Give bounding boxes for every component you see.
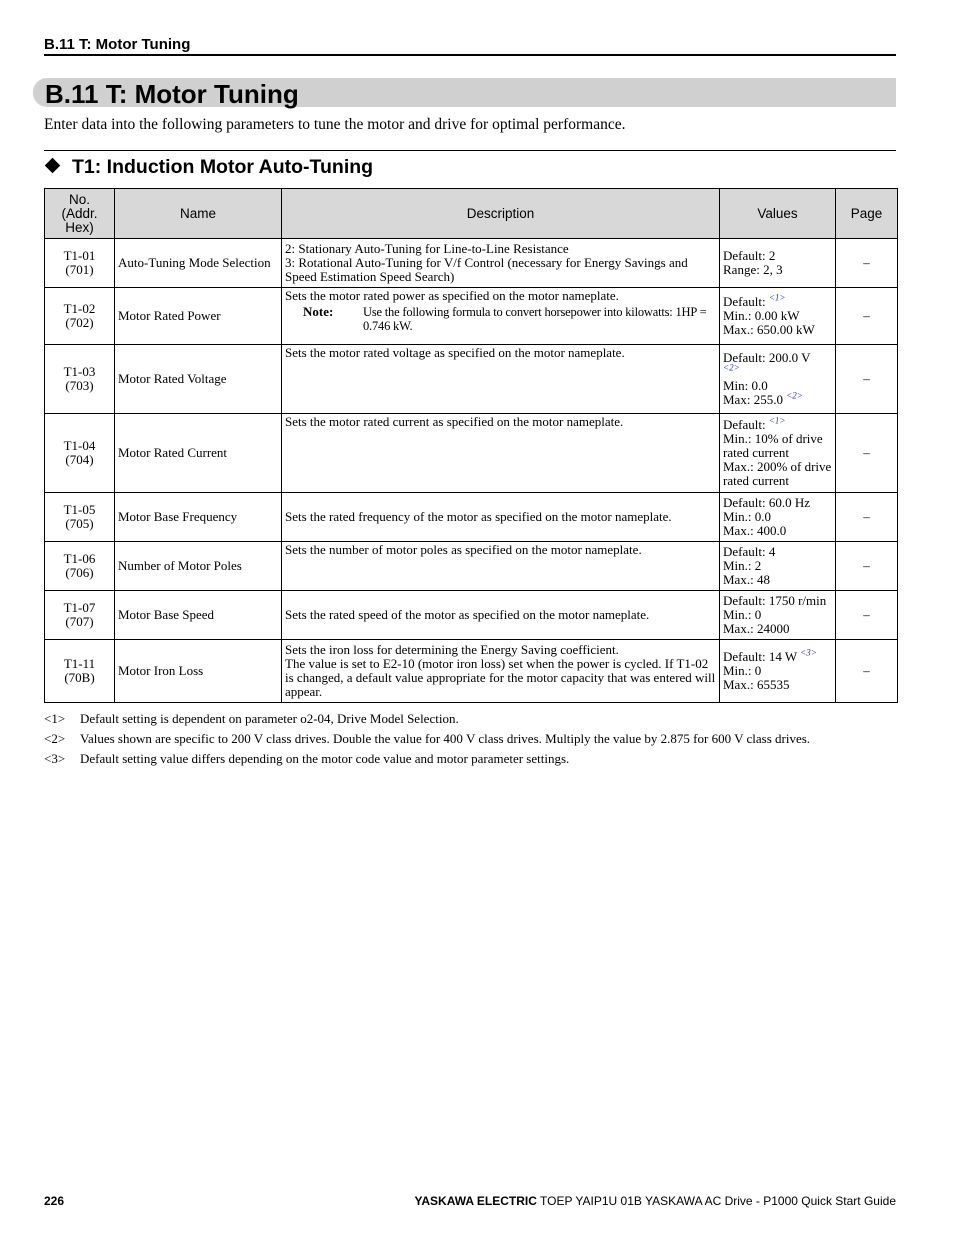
table-row	[45, 591, 898, 640]
param-values: Default: $^{<1>}$ Min.: 10% of drive rated current Max.: 200% of drive rated current	[720, 414, 836, 493]
param-description: Sets the motor rated power as specified on the motor nameplate. Note: Use the following formula to convert horsepower into kilowatts: 1HP = 0.746 kW.	[282, 288, 720, 345]
note: Note: Use the following formula to convert horsepower into kilowatts: 1HP = 0.746 kW.	[303, 304, 707, 333]
param-page: –	[836, 239, 898, 288]
subsection-title: T1: Induction Motor Auto-Tuning	[72, 156, 374, 178]
footnote-ref-link[interactable]: <2>	[723, 362, 740, 373]
table-row	[45, 493, 898, 542]
param-page: –	[836, 542, 898, 591]
param-name: Motor Rated Voltage	[115, 345, 282, 414]
param-number: T1-06 (706)	[45, 542, 115, 591]
param-values: Default: 1750 r/min Min.: 0 Max.: 24000	[720, 591, 836, 640]
param-page: –	[836, 493, 898, 542]
param-name: Motor Rated Power	[115, 288, 282, 345]
footnote: <3> Default setting value differs depending on the motor code value and motor parameter settings.	[44, 751, 570, 766]
param-description: Sets the iron loss for determining the Energy Saving coefficient. The value is set to E2-10 (motor iron loss) set when the power is cycled. If T1-02 is changed, a default value appropriate for the motor capacity that was entered will appear.	[282, 640, 720, 703]
param-number: T1-03 (703)	[45, 345, 115, 414]
param-name: Motor Base Frequency	[115, 493, 282, 542]
param-name: Motor Rated Current	[115, 414, 282, 493]
param-values: Default: 2 Range: 2, 3	[720, 239, 836, 288]
footer-document-title: YASKAWA ELECTRIC TOEP YAIP1U 01B YASKAWA AC Drive - P1000 Quick Start Guide	[414, 1194, 896, 1208]
table-row	[45, 239, 898, 288]
footnote: <1> Default setting is dependent on parameter o2-04, Drive Model Selection.	[44, 711, 459, 726]
header-description: Description	[282, 189, 720, 239]
param-number: T1-02 (702)	[45, 288, 115, 345]
param-name: Auto-Tuning Mode Selection	[115, 239, 282, 288]
param-page: –	[836, 414, 898, 493]
param-page: –	[836, 640, 898, 703]
footnote-ref-link[interactable]: <1>	[768, 292, 786, 303]
header-values: Values	[720, 189, 836, 239]
table-row	[45, 345, 898, 414]
header-page: Page	[836, 189, 898, 239]
intro-rule	[44, 150, 896, 151]
table-row	[45, 288, 898, 345]
table-row	[45, 542, 898, 591]
intro-paragraph: Enter data into the following parameters to tune the motor and drive for optimal performance.	[44, 116, 626, 133]
running-header: B.11 T: Motor Tuning	[44, 36, 191, 53]
param-description: Sets the rated frequency of the motor as specified on the motor nameplate.	[282, 493, 720, 542]
param-page: –	[836, 591, 898, 640]
header-name: Name	[115, 189, 282, 239]
param-number: T1-07 (707)	[45, 591, 115, 640]
param-name: Motor Iron Loss	[115, 640, 282, 703]
param-name: Number of Motor Poles	[115, 542, 282, 591]
parameter-table	[44, 188, 898, 703]
param-page: –	[836, 288, 898, 345]
param-number: T1-01 (701)	[45, 239, 115, 288]
param-values: Default: 14 W $^{<3>}$ Min.: 0 Max.: 65535	[720, 640, 836, 703]
table-row	[45, 414, 898, 493]
param-description: Sets the motor rated current as specified on the motor nameplate.	[282, 414, 720, 493]
header-no: No. (Addr. Hex)	[45, 189, 115, 239]
footnote-ref-link[interactable]: <2>	[786, 390, 803, 401]
param-number: T1-04 (704)	[45, 414, 115, 493]
param-name: Motor Base Speed	[115, 591, 282, 640]
param-description: Sets the number of motor poles as specified on the motor nameplate.	[282, 542, 720, 591]
param-page: –	[836, 345, 898, 414]
table-header-row	[45, 189, 898, 239]
param-description: 2: Stationary Auto-Tuning for Line-to-Line Resistance 3: Rotational Auto-Tuning for V/f Control (necessary for Energy Savings and Speed Estimation Speed Search)	[282, 239, 720, 288]
param-values: Default: $^{<1>}$ Min.: 0.00 kW Max.: 650.00 kW	[720, 288, 836, 345]
param-description: Sets the motor rated voltage as specified on the motor nameplate.	[282, 345, 720, 414]
param-values: Default: 60.0 Hz Min.: 0.0 Max.: 400.0	[720, 493, 836, 542]
param-values: Default: 200.0 V $^{<2>}$ Min: 0.0 Max: 255.0 $^{<2>}$	[720, 345, 836, 414]
param-description: Sets the rated speed of the motor as specified on the motor nameplate.	[282, 591, 720, 640]
page-number: 226	[44, 1194, 65, 1208]
footnote-ref-link[interactable]: <1>	[768, 415, 786, 426]
footnote: <2> Values shown are specific to 200 V class drives. Double the value for 400 V class drives. Multiply the value by 2.875 for 600 V class drives.	[44, 731, 811, 746]
footnotes	[44, 709, 904, 769]
diamond-bullet-icon	[45, 158, 61, 174]
table-row	[45, 640, 898, 703]
param-number: T1-11 (70B)	[45, 640, 115, 703]
param-values: Default: 4 Min.: 2 Max.: 48	[720, 542, 836, 591]
param-number: T1-05 (705)	[45, 493, 115, 542]
section-title: B.11 T: Motor Tuning	[45, 79, 299, 109]
footnote-ref-link[interactable]: <3>	[800, 647, 817, 658]
header-rule	[44, 54, 896, 56]
